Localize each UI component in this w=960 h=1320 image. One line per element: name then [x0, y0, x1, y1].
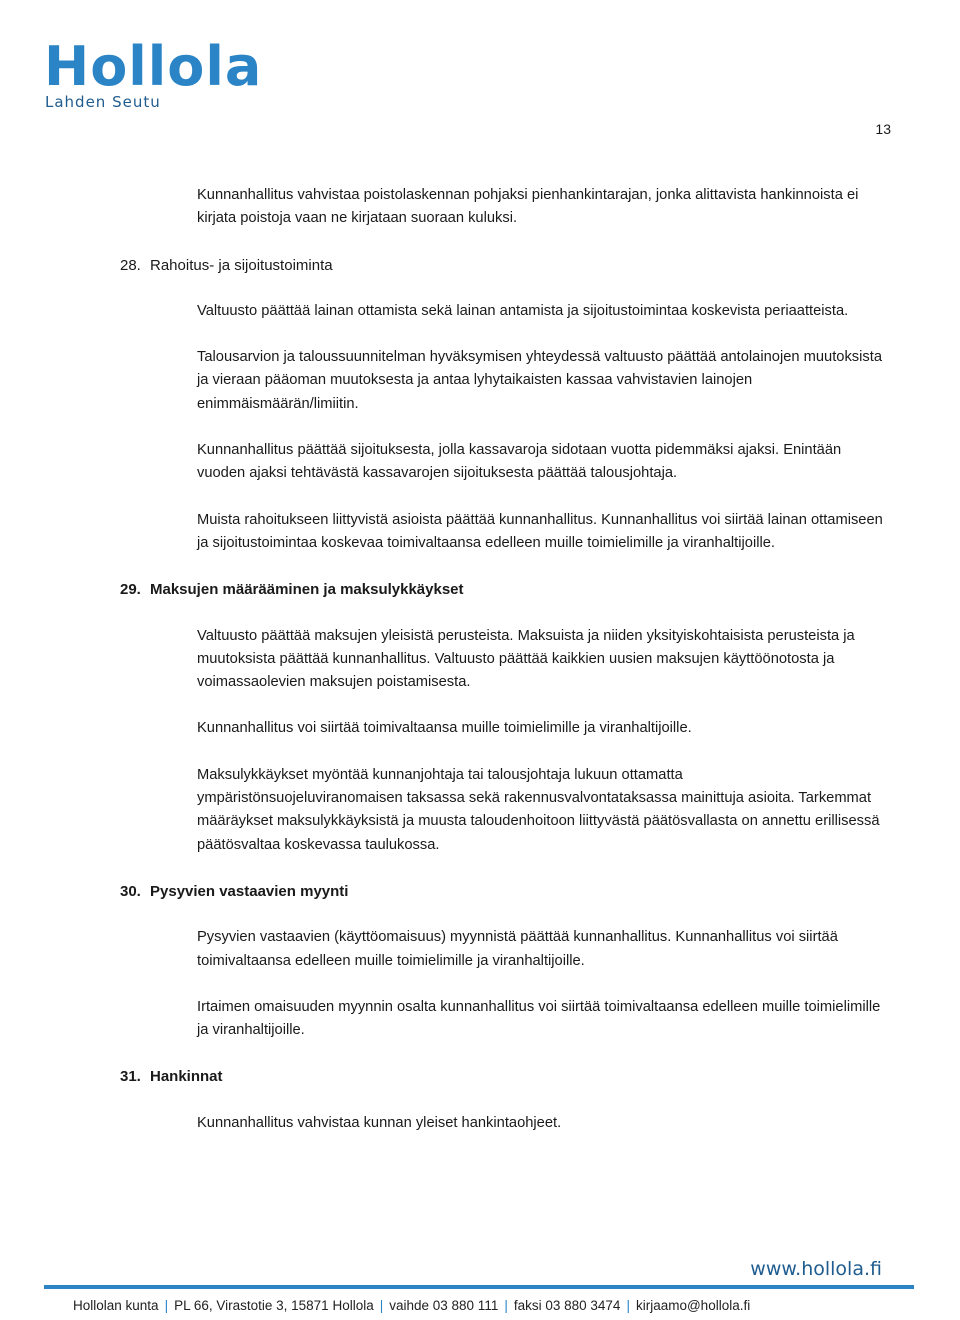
footer-separator: |	[626, 1298, 630, 1313]
section-heading	[120, 578, 890, 601]
section-title: Hankinnat	[150, 1068, 223, 1086]
section-title: Maksujen määrääminen ja maksulykkäykset	[150, 581, 464, 599]
section-title: Pysyvien vastaavien myynti	[150, 882, 349, 900]
footer-divider	[44, 1285, 914, 1289]
body-paragraph: Valtuusto päättää maksujen yleisistä perusteista. Maksuista ja niiden yksityiskohtaisista perusteista ja muutoksista päättää kunnanhallitus. Valtuusto päättää kaikkien uusien maksujen käyttöönotosta ja voimassaolevien maksujen poistamisesta.	[197, 627, 855, 691]
footer-contact-bar	[73, 1298, 750, 1313]
section-title: Rahoitus- ja sijoitustoiminta	[150, 256, 333, 274]
section-number: 29.	[120, 581, 141, 599]
body-paragraph: Kunnanhallitus voi siirtää toimivaltaansa muille toimielimille ja viranhaltijoille.	[197, 720, 692, 737]
footer-contact-item[interactable]: kirjaamo@hollola.fi	[635, 1298, 751, 1313]
footer-contact-item: vaihde 03 880 111	[389, 1298, 499, 1313]
body-paragraph: Kunnanhallitus päättää sijoituksesta, jolla kassavaroja sidotaan vuotta pidemmäksi ajaksi. Enintään vuoden ajaksi tehtävästä kassavarojen sijoituksesta päättää talousjohtaja.	[197, 442, 842, 482]
footer-website-link[interactable]: www.hollola.fi	[750, 1258, 882, 1280]
footer-separator: |	[164, 1298, 169, 1313]
section-heading	[120, 1065, 890, 1088]
section-number: 30.	[120, 882, 141, 900]
section-number: 31.	[120, 1068, 141, 1086]
body-paragraph: Kunnanhallitus vahvistaa kunnan yleiset hankintaohjeet.	[197, 1114, 562, 1131]
footer-contact-item: faksi 03 880 3474	[513, 1298, 621, 1313]
document-body	[120, 184, 890, 1158]
section-number: 28.	[120, 256, 141, 274]
body-paragraph: Kunnanhallitus vahvistaa poistolaskennan pohjaksi pienhankintarajan, jonka alittavista hankinnoista ei kirjata poistoja vaan ne kirjataan suoraan kuluksi.	[197, 187, 859, 227]
hollola-logo	[44, 35, 263, 111]
body-paragraph: Irtaimen omaisuuden myynnin osalta kunnanhallitus voi siirtää toimivaltaansa edelleen muille toimielimille ja viranhaltijoille.	[197, 998, 881, 1039]
footer-separator: |	[504, 1298, 508, 1313]
body-paragraph: Valtuusto päättää lainan ottamista sekä lainan antamista ja sijoitustoimintaa koskevista periaatteista.	[197, 302, 849, 319]
footer-contact-item: Hollolan kunta	[73, 1298, 159, 1313]
section-heading	[120, 254, 890, 277]
body-paragraph: Muista rahoitukseen liittyvistä asioista päättää kunnanhallitus. Kunnanhallitus voi siirtää lainan ottamiseen ja sijoitustoimintaa koskevaa toimivaltaansa edelleen muille toimielimille ja viranhaltijoille.	[197, 511, 883, 551]
body-paragraph: Pysyvien vastaavien (käyttöomaisuus) myynnistä päättää kunnanhallitus. Kunnanhallitus voi siirtää toimivaltaansa edelleen muille toimielimille ja viranhaltijoille.	[197, 929, 838, 969]
body-paragraph: Maksulykkäykset myöntää kunnanjohtaja tai talousjohtaja lukuun ottamatta ympäristönsuojeluviranomaisen taksassa sekä rakennusvalvontataksassa mainittuja asioita. Tarkemmat määräykset maksulykkäyksistä ja muusta taloudenhoitoon liittyvästä päätösvallasta on annettu erillisessä päätösvaltaa koskevassa taulukossa.	[197, 766, 880, 853]
logo-tagline: Lahden Seutu	[45, 93, 161, 111]
logo-wordmark: Hollola	[44, 35, 263, 98]
section-heading	[120, 880, 890, 903]
page-number: 13	[875, 121, 891, 137]
footer-contact-item: PL 66, Virastotie 3, 15871 Hollola	[174, 1298, 374, 1313]
footer-separator: |	[379, 1298, 384, 1313]
body-paragraph: Talousarvion ja taloussuunnitelman hyväksymisen yhteydessä valtuusto päättää antolainojen muutoksista ja vieraan pääoman muutoksesta ja antaa lyhytaikaisten kassaa vahvistavien lainojen enimmäismäärän/limiitin.	[197, 349, 882, 412]
